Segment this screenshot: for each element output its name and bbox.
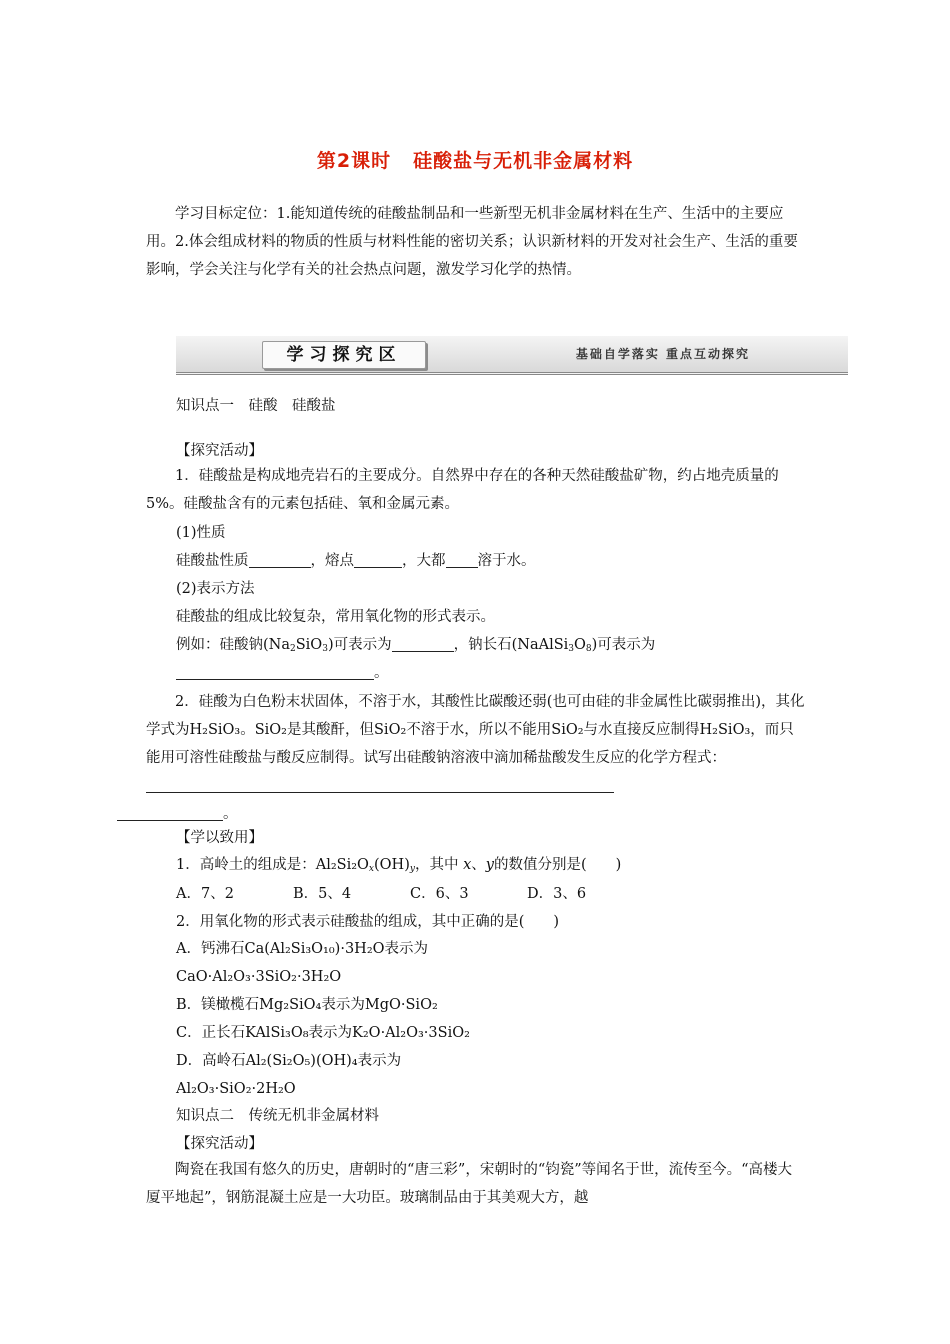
banner-slogan: 基础自学落实 重点互动探究 (575, 347, 750, 361)
kp2-text: 陶瓷在我国有悠久的历史，唐朝时的“唐三彩”，宋朝时的“钧瓷”等闻名于世，流传至今。“高楼大厦平地起”，钢筋混凝土应是一大功臣。玻璃制品由于其美观大方，越 (146, 1162, 793, 1206)
option-d[interactable]: D．3、6 (527, 886, 587, 902)
section-banner (176, 336, 848, 375)
learning-goals (146, 200, 806, 284)
page-title (0, 146, 950, 173)
example-answer-line: 。 (176, 663, 389, 683)
option-a[interactable]: A．7、2 (176, 886, 234, 902)
lesson-topic: 硅酸盐与无机非金属材料 (413, 150, 634, 172)
blank (446, 551, 478, 568)
kp1-heading: 知识点一 硅酸 硅酸盐 (176, 398, 336, 414)
apply-tag: 【学以致用】 (176, 830, 263, 846)
question-1: 1．高岭土的组成是：$Al_2Si_2O_x(OH)_y$，其中 x、y的数值分别是( ) (176, 857, 622, 874)
option-b[interactable]: B．5、4 (293, 886, 352, 902)
kp1-item1: 1．硅酸盐是构成地壳岩石的主要成分。自然界中存在的各种天然硅酸盐矿物，约占地壳质量的5%。硅酸盐含有的元素包括硅、氧和金属元素。 (146, 468, 779, 512)
repr-heading: (2)表示方法 (176, 581, 255, 597)
question-2: 2．用氧化物的形式表示硅酸盐的组成，其中正确的是( ) (176, 914, 560, 930)
lesson-number: 第2课时 (316, 150, 392, 172)
blank (176, 663, 374, 680)
option-c[interactable]: C．6、3 (410, 886, 469, 902)
q2-option-a-formula: CaO·Al₂O₃·3SiO₂·3H₂O (176, 969, 342, 985)
example-line: 例如：硅酸钠$(Na_2SiO_3)$可表示为 ，钠长石$(NaAlSi_3O_8)$可表示为 (176, 637, 656, 654)
question-1-options (176, 884, 644, 904)
blank (249, 551, 311, 568)
kp2-explore-tag: 【探究活动】 (176, 1136, 263, 1152)
kp1-explore-tag: 【探究活动】 (176, 443, 263, 459)
goals-label: 学习目标定位： (175, 206, 277, 222)
goals-text: 1.能知道传统的硅酸盐制品和一些新型无机非金属材料在生产、生活中的主要应用。2.体会组成材料的物质的性质与材料性能的密切关系；认识新材料的开发对社会生产、生活的重要影响，学会关注与化学有关的社会热点问题，激发学习化学的热情。 (146, 206, 798, 278)
kp2-heading: 知识点二 传统无机非金属材料 (176, 1108, 379, 1124)
q2-option-a[interactable]: A．钙沸石Ca(Al₂Si₃O₁₀)·3H₂O表示为 (176, 941, 429, 957)
prop-line: 硅酸盐性质 ，熔点 ，大都 溶于水。 (176, 553, 536, 569)
repr-text: 硅酸盐的组成比较复杂，常用氧化物的形式表示。 (176, 609, 495, 625)
q2-option-d-formula: Al₂O₃·SiO₂·2H₂O (176, 1081, 296, 1097)
q2-option-b[interactable]: B．镁橄榄石Mg₂SiO₄表示为MgO·SiO₂ (176, 997, 438, 1013)
blank (146, 776, 614, 793)
blank (392, 635, 454, 652)
q2-option-c[interactable]: C．正长石KAlSi₃O₈表示为K₂O·Al₂O₃·3SiO₂ (176, 1025, 470, 1041)
blank (117, 804, 223, 821)
blank (354, 551, 402, 568)
banner-tab: 学习探究区 (262, 341, 426, 369)
kp1-item2: 2．硅酸为白色粉末状固体，不溶于水，其酸性比碳酸还弱(也可由硅的非金属性比碳弱推出)，其化学式为H₂SiO₃。SiO₂是其酸酐，但SiO₂不溶于水，所以不能用SiO₂与水直接反应制得H₂SiO₃，而只能用可溶性硅酸盐与酸反应制得。试写出硅酸钠溶液中滴加稀盐酸发生反应的化学方程式： 。 (146, 688, 806, 828)
prop-heading: (1)性质 (176, 525, 226, 541)
q2-option-d[interactable]: D．高岭石Al₂(Si₂O₅)(OH)₄表示为 (176, 1053, 402, 1069)
